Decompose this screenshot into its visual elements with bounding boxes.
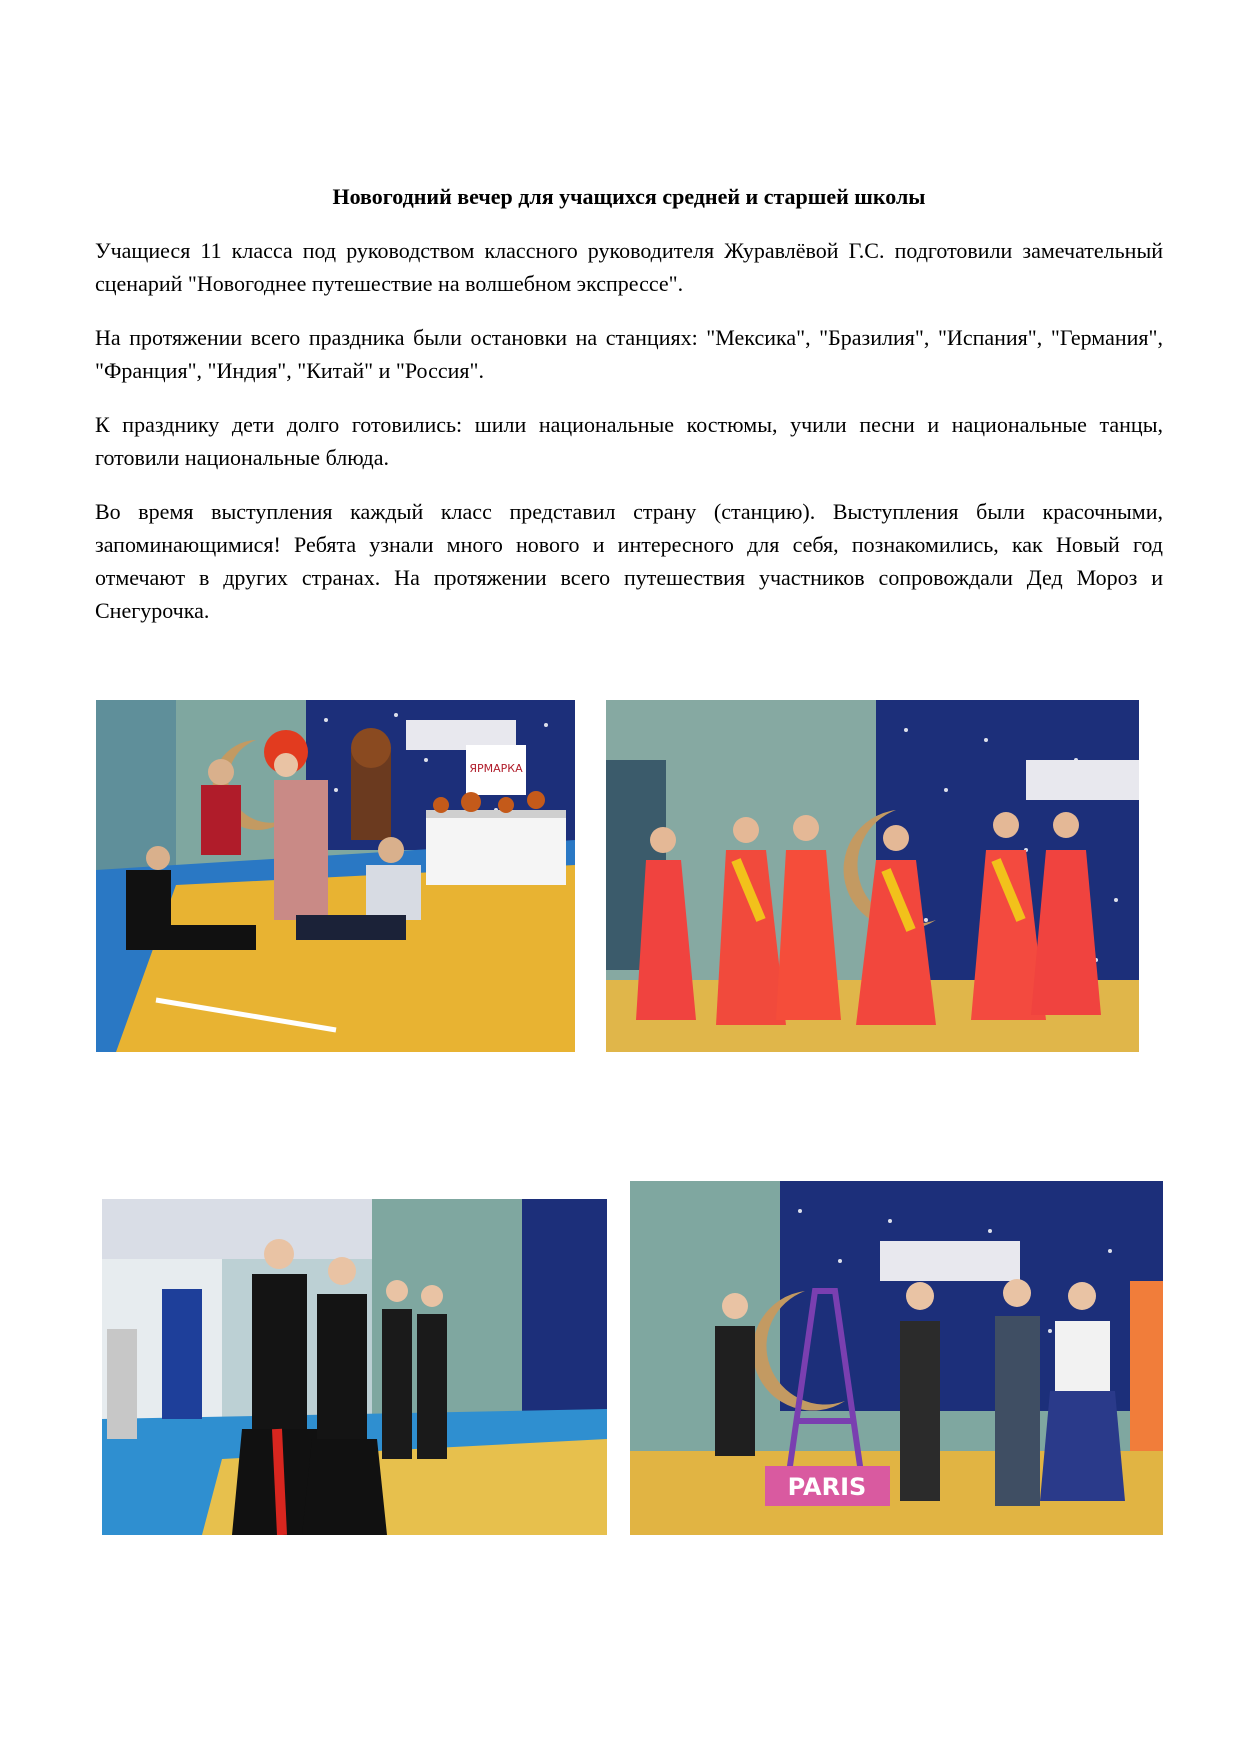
paragraph-2: На протяжении всего праздника были остановки на станциях: "Мексика", "Бразилия", "Испания", "Германия", "Франция", "Индия", "Китай" и "Россия".	[95, 325, 1163, 383]
photo-france-paris	[630, 1181, 1163, 1535]
paris-sign-text: PARIS	[787, 1473, 867, 1501]
page-title: Новогодний вечер для учащихся средней и старшей школы	[332, 184, 926, 209]
photo-spain-costumes	[102, 1199, 607, 1535]
paragraph-4: Во время выступления каждый класс представил страну (станцию). Выступления были красочными, запоминающимися! Ребята узнали много нового и интересного для себя, познакомились, как Новый год отмечают в других странах. На протяжении всего путешествия участников сопровождали Дед Мороз и Снегурочка.	[95, 499, 1163, 623]
photo-russian-fair	[96, 700, 575, 1052]
paragraph-1: Учащиеся 11 класса под руководством классного руководителя Журавлёвой Г.С. подготовили замечательный сценарий "Новогоднее путешествие на волшебном экспрессе".	[95, 238, 1163, 296]
paragraph-3: К празднику дети долго готовились: шили национальные костюмы, учили песни и национальные танцы, готовили национальные блюда.	[95, 412, 1163, 470]
fair-sign-text: ЯРМАРКА	[469, 762, 523, 775]
photo-india-dance	[606, 700, 1139, 1052]
